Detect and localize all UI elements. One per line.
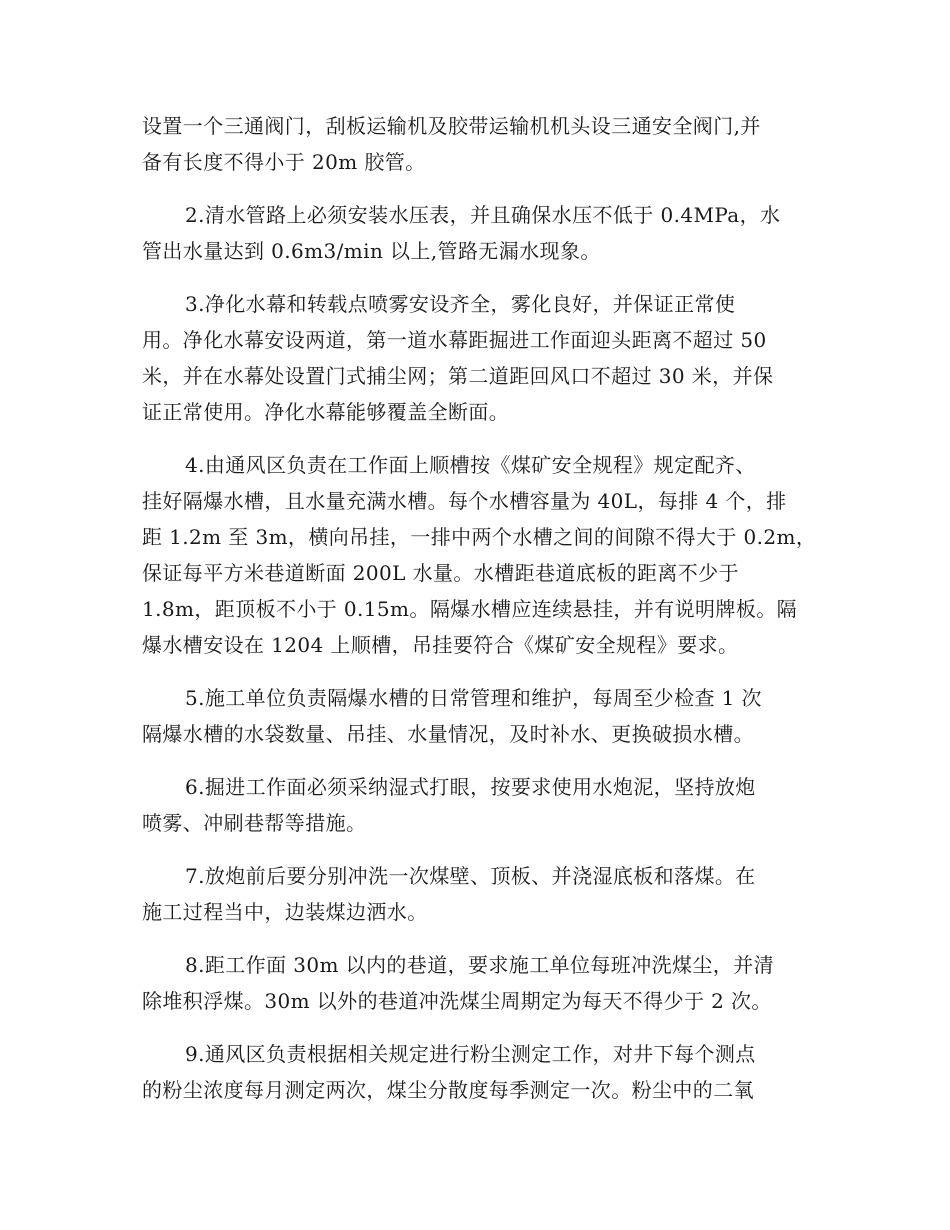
- text-line: 爆水槽安设在 1204 上顺槽，吊挂要符合《煤矿安全规程》要求。: [142, 633, 739, 657]
- text-line: 备有长度不得小于 20m 胶管。: [142, 150, 426, 174]
- text-line: 设置一个三通阀门，刮板运输机及胶带运输机机头设三通安全阀门,并: [142, 114, 761, 138]
- text-line: 5.施工单位负责隔爆水槽的日常管理和维护，每周至少检查 1 次: [185, 686, 762, 710]
- text-line: 管出水量达到 0.6m3/min 以上,管路无漏水现象。: [142, 239, 601, 263]
- text-line: 4.由通风区负责在工作面上顺槽按《煤矿安全规程》规定配齐、: [185, 453, 756, 477]
- document-body: [142, 108, 822, 1125]
- text-line: 的粉尘浓度每月测定两次，煤尘分散度每季测定一次。粉尘中的二氧: [142, 1078, 754, 1102]
- text-line: 米，并在水幕处设置门式捕尘网；第二道距回风口不超过 30 米，并保: [142, 364, 774, 388]
- paragraph-item-4: [142, 447, 822, 663]
- paragraph-item-3: [142, 286, 822, 430]
- paragraph-continuation: [142, 108, 822, 180]
- text-line: 证正常使用。净化水幕能够覆盖全断面。: [142, 400, 510, 424]
- text-line: 施工过程当中，边装煤边洒水。: [142, 900, 428, 924]
- paragraph-item-5: [142, 680, 822, 752]
- paragraph-item-6: [142, 769, 822, 841]
- paragraph-item-7: [142, 858, 822, 930]
- text-line: 7.放炮前后要分别冲洗一次煤壁、顶板、并浇湿底板和落煤。在: [185, 864, 756, 888]
- text-line: 6.掘进工作面必须采纳湿式打眼，按要求使用水炮泥，坚持放炮: [185, 775, 756, 799]
- text-line: 喷雾、冲刷巷帮等措施。: [142, 811, 367, 835]
- text-line: 1.8m，距顶板不小于 0.15m。隔爆水槽应连续悬挂，并有说明牌板。隔: [142, 597, 798, 621]
- paragraph-item-8: [142, 947, 822, 1019]
- text-line: 隔爆水槽的水袋数量、吊挂、水量情况，及时补水、更换破损水槽。: [142, 722, 754, 746]
- text-line: 用。净化水幕安设两道，第一道水幕距掘进工作面迎头距离不超过 50: [142, 328, 767, 352]
- text-line: 2.清水管路上必须安装水压表，并且确保水压不低于 0.4MPa，水: [185, 203, 781, 227]
- text-line: 3.净化水幕和转载点喷雾安设齐全，雾化良好，并保证正常使: [185, 292, 736, 316]
- text-line: 除堆积浮煤。30m 以外的巷道冲洗煤尘周期定为每天不得少于 2 次。: [142, 989, 772, 1013]
- text-line: 9.通风区负责根据相关规定进行粉尘测定工作，对井下每个测点: [185, 1042, 756, 1066]
- text-line: 挂好隔爆水槽，且水量充满水槽。每个水槽容量为 40L，每排 4 个，排: [142, 489, 787, 513]
- paragraph-item-9: [142, 1036, 822, 1108]
- paragraph-item-2: [142, 197, 822, 269]
- text-line: 保证每平方米巷道断面 200L 水量。水槽距巷道底板的距离不少于: [142, 561, 739, 585]
- text-line: 距 1.2m 至 3m，横向吊挂，一排中两个水槽之间的间隙不得大于 0.2m，: [142, 525, 817, 549]
- text-line: 8.距工作面 30m 以内的巷道，要求施工单位每班冲洗煤尘，并清: [185, 953, 775, 977]
